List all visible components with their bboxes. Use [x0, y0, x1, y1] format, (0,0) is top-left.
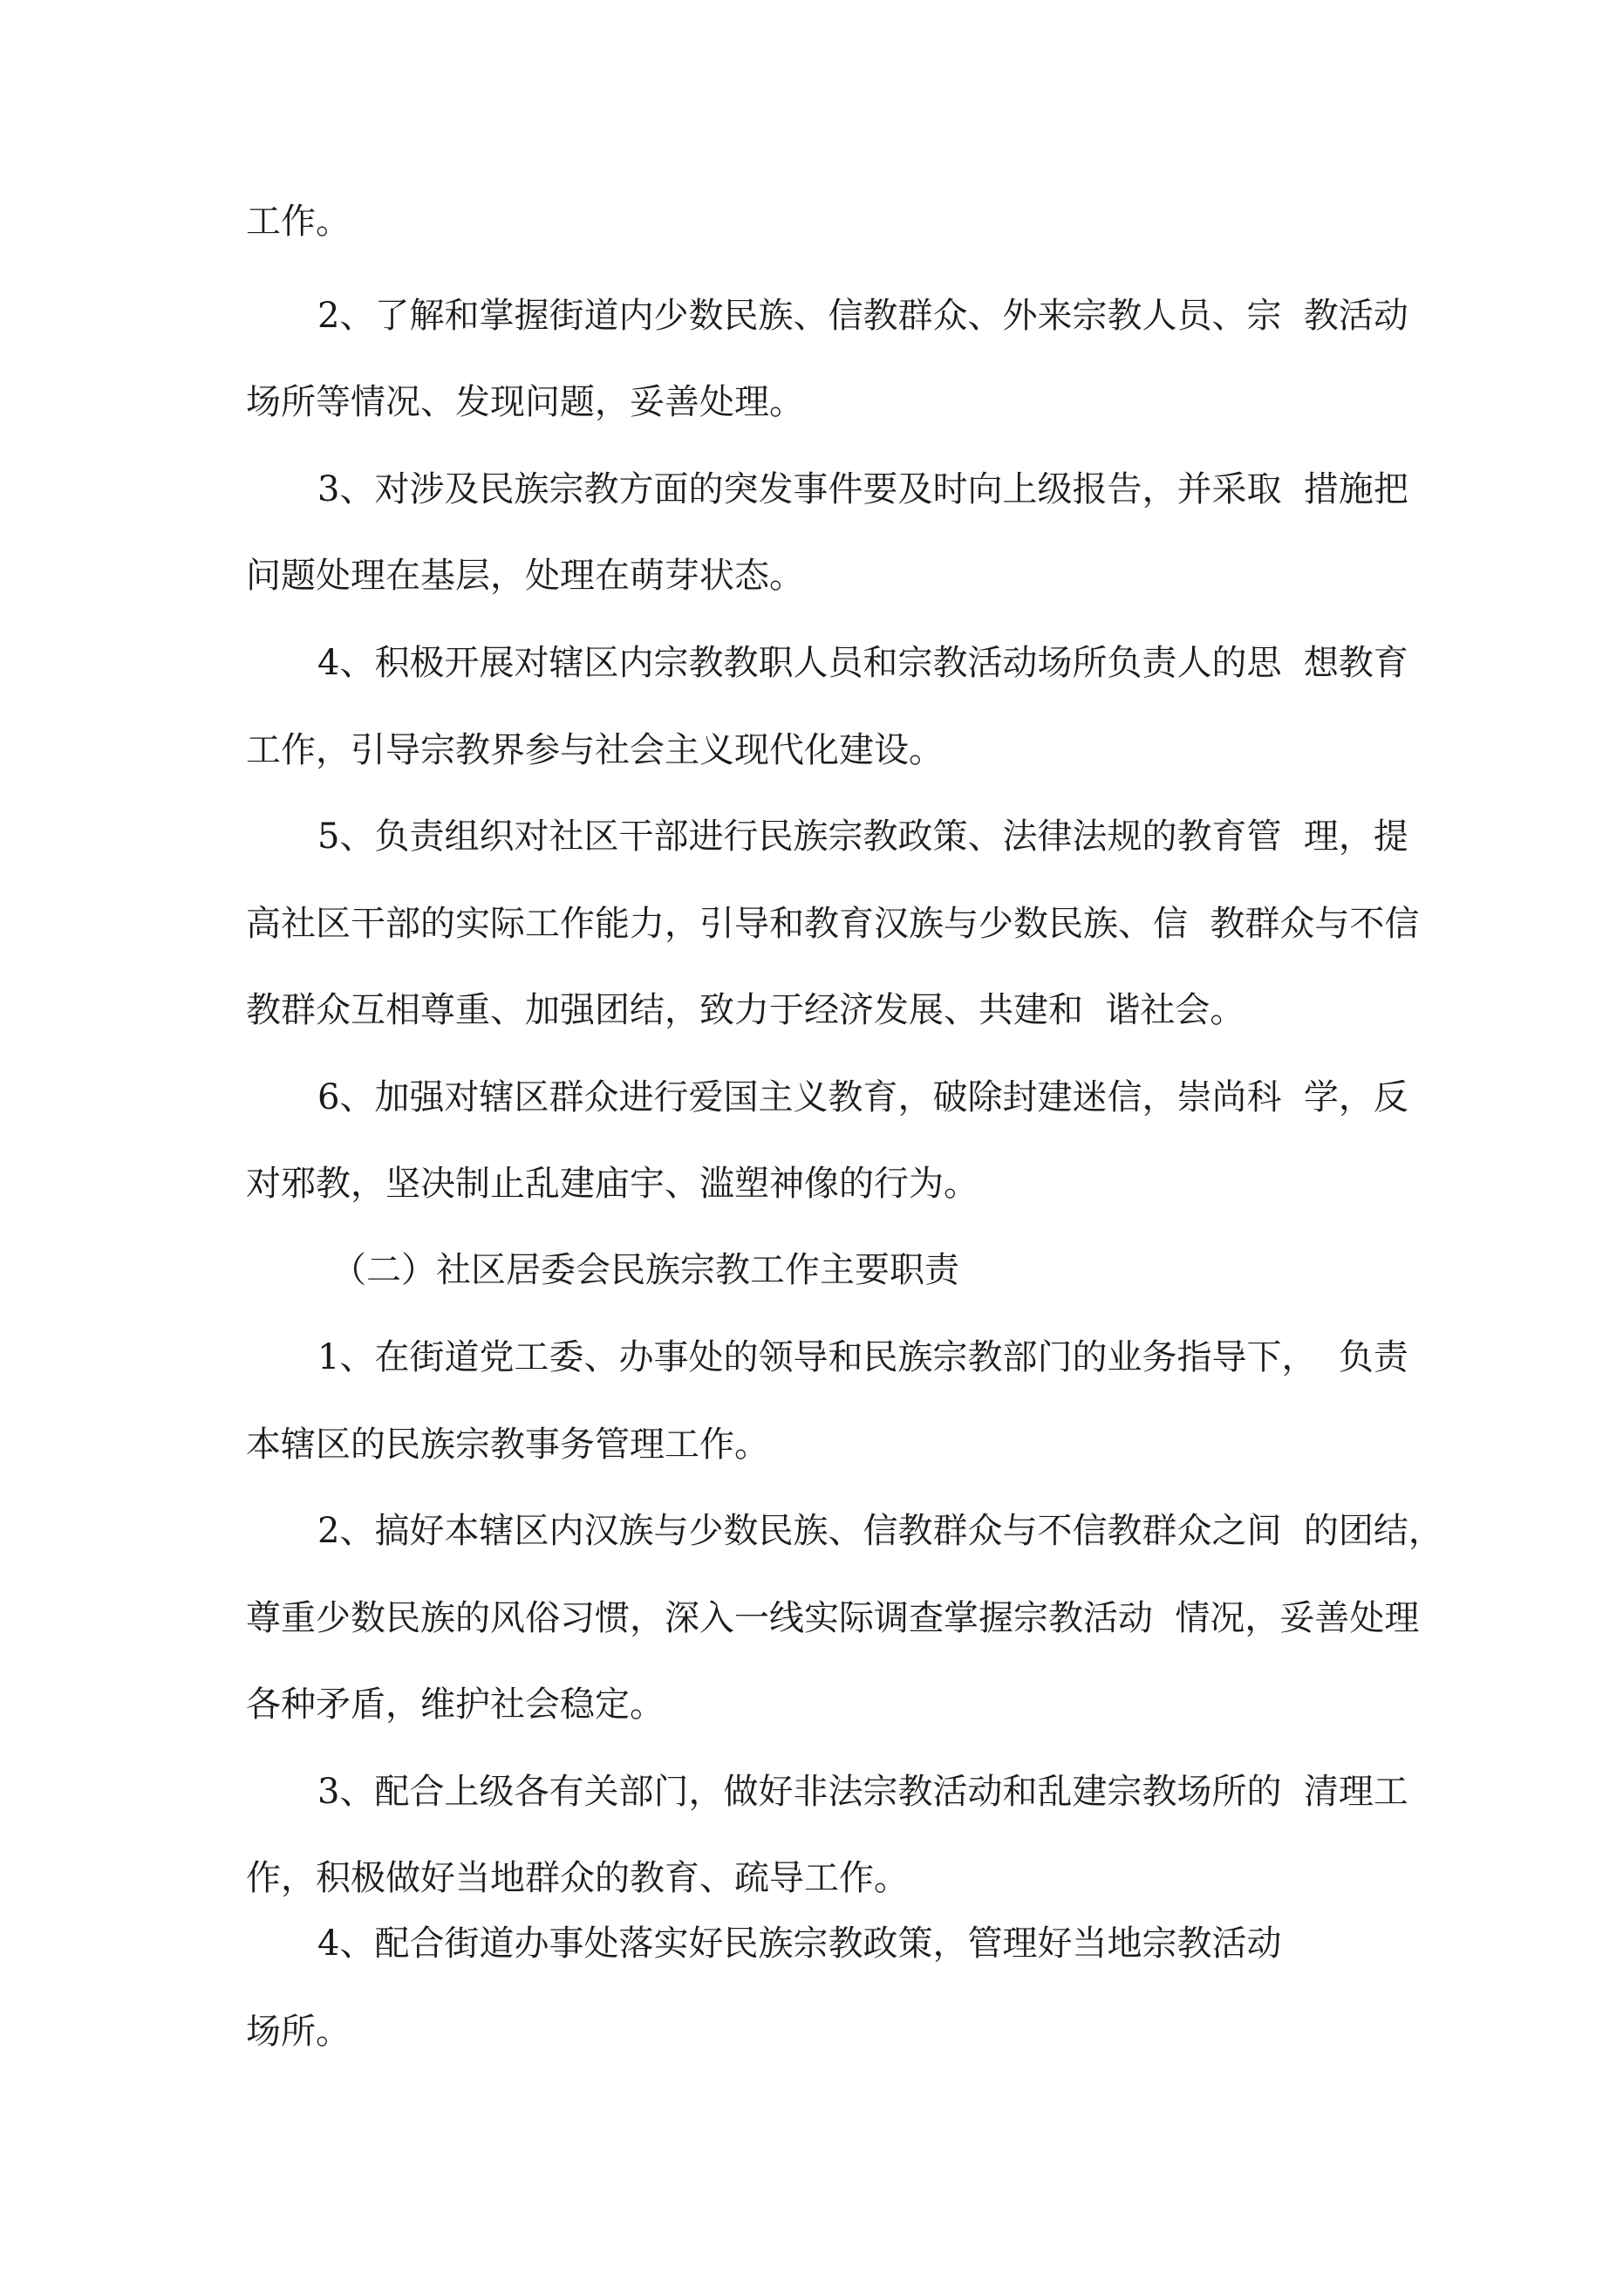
section-heading: （二）社区居委会民族宗教工作主要职责 — [331, 1250, 959, 1290]
text-line: 3、对涉及民族宗教方面的突发事件要及时向上级报告，并采取 措施把 — [317, 469, 1408, 509]
text-line: 1、在街道党工委、办事处的领导和民族宗教部门的业务指导下， 负责 — [317, 1337, 1408, 1377]
text-line: 尊重少数民族的风俗习惯，深入一线实际调查掌握宗教活动 情况，妥善处理 — [246, 1598, 1420, 1638]
text-line: 高社区干部的实际工作能力，引导和教育汉族与少数民族、信 教群众与不信 — [246, 904, 1420, 944]
text-line: 作，积极做好当地群众的教育、疏导工作。 — [246, 1858, 909, 1898]
text-line: 4、配合街道办事处落实好民族宗教政策，管理好当地宗教活动 — [317, 1924, 1282, 1964]
text-line: 5、负责组织对社区干部进行民族宗教政策、法律法规的教育管 理，提 — [317, 817, 1408, 857]
text-line: 6、加强对辖区群众进行爱国主义教育，破除封建迷信，崇尚科 学，反 — [317, 1077, 1408, 1117]
text-line: 对邪教，坚决制止乱建庙宇、滥塑神像的行为。 — [246, 1164, 979, 1204]
text-line: 场所。 — [246, 2012, 351, 2052]
text-line: 3、配合上级各有关部门，做好非法宗教活动和乱建宗教场所的 清理工 — [317, 1772, 1408, 1812]
text-line: 工作。 — [246, 202, 351, 242]
text-line: 问题处理在基层，处理在萌芽状态。 — [246, 556, 804, 596]
text-line: 4、积极开展对辖区内宗教教职人员和宗教活动场所负责人的思 想教育 — [317, 643, 1408, 683]
text-line: 2、搞好本辖区内汉族与少数民族、信教群众与不信教群众之间 的团结， — [317, 1511, 1443, 1551]
text-line: 工作，引导宗教界参与社会主义现代化建设。 — [246, 730, 944, 770]
text-line: 2、了解和掌握街道内少数民族、信教群众、外来宗教人员、宗 教活动 — [317, 296, 1408, 336]
text-line: 教群众互相尊重、加强团结，致力于经济发展、共建和 谐社会。 — [246, 990, 1245, 1030]
text-line: 场所等情况、发现问题，妥善处理。 — [246, 382, 804, 422]
text-line: 本辖区的民族宗教事务管理工作。 — [246, 1425, 769, 1465]
text-line: 各种矛盾，维护社会稳定。 — [246, 1684, 665, 1725]
